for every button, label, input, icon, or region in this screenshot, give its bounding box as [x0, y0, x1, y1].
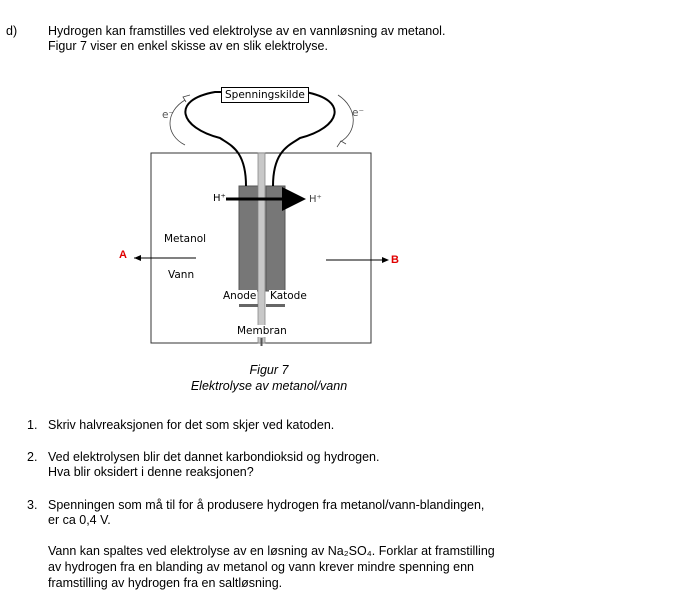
arrow-b-head — [382, 257, 389, 263]
intro-line-1: Hydrogen kan framstilles ved elektrolyse av en vannløsning av metanol. — [48, 24, 446, 38]
wire-right — [273, 92, 335, 186]
electron-label-right: e⁻ — [352, 107, 365, 119]
base-plate-left — [239, 304, 258, 307]
cathode-label: Katode — [270, 290, 307, 302]
question-1-line-1: Skriv halvreaksjonen for det som skjer ved katoden. — [48, 418, 335, 432]
membrane — [258, 153, 265, 343]
figure-caption-title: Figur 7 — [249, 363, 289, 377]
arrow-b-label: B — [391, 254, 399, 266]
electron-flow-right-head — [337, 141, 346, 147]
figure-caption-text: Elektrolyse av metanol/vann — [190, 379, 348, 393]
wire-left — [185, 92, 246, 186]
question-3-line-1: Spenningen som må til for å produsere hydrogen fra metanol/vann-blandingen, — [48, 498, 485, 512]
proton-label-right: H⁺ — [309, 194, 322, 205]
question-2-line-2: Hva blir oksidert i denne reaksjonen? — [48, 465, 254, 479]
arrow-a-label: A — [119, 249, 127, 261]
anode-electrode — [239, 186, 258, 291]
question-3-extra-line-2: av hydrogen fra en blanding av metanol og vann krever mindre spenning enn — [48, 560, 474, 574]
intro-line-2: Figur 7 viser en enkel skisse av en slik elektrolyse. — [48, 39, 328, 53]
cathode-electrode — [266, 186, 285, 291]
anode-label: Anode — [223, 290, 257, 302]
task-letter: d) — [6, 24, 18, 38]
electron-flow-left-arc — [170, 100, 185, 145]
water-label: Vann — [168, 269, 195, 281]
electron-flow-right-arc — [338, 95, 353, 142]
question-2-line-1: Ved elektrolysen blir det dannet karbondioksid og hydrogen. — [48, 450, 380, 464]
question-3-extra-line-3: framstilling av hydrogen fra en saltløsning. — [48, 576, 283, 590]
question-2-number: 2. — [27, 450, 38, 464]
question-3-extra-line-1: Vann kan spaltes ved elektrolyse av en løsning av Na₂SO₄. Forklar at framstilling — [48, 544, 495, 558]
proton-label-left: H⁺ — [213, 193, 226, 204]
electron-label-left: e⁻ — [162, 109, 175, 121]
membrane-label: Membran — [237, 325, 287, 337]
power-source-label: Spenningskilde — [225, 89, 305, 101]
question-3-line-2: er ca 0,4 V. — [48, 513, 111, 527]
question-1-number: 1. — [27, 418, 38, 432]
arrow-a-head — [134, 255, 141, 261]
methanol-label: Metanol — [164, 233, 207, 245]
base-plate-right — [266, 304, 285, 307]
question-3-number: 3. — [27, 498, 38, 512]
power-source-box — [221, 87, 309, 103]
